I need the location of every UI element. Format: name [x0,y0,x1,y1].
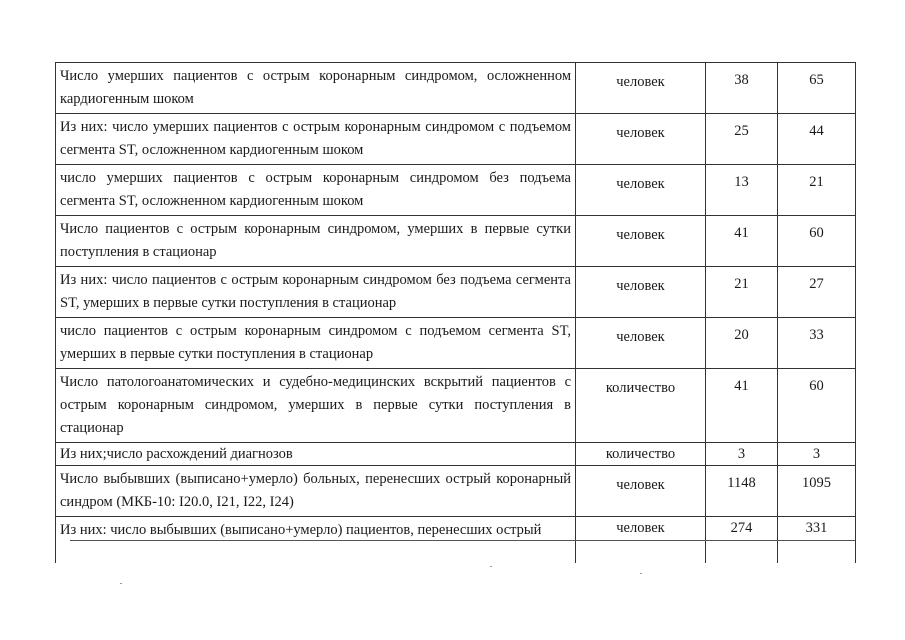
row-value-2: 21 [778,165,856,216]
row-unit: человек [576,517,706,564]
row-description: Из них;число расхождений диагнозов [56,443,576,466]
row-description: Из них: число выбывших (выписано+умерло) пациентов, перенесших острый [56,517,576,564]
row-value-2: 27 [778,267,856,318]
row-unit: человек [576,63,706,114]
row-value-2: 3 [778,443,856,466]
row-description: Число патологоанатомических и судебно-медицинских вскрытий пациентов с острым коронарным синдромом, умерших в первые сутки поступления в стационар [56,369,576,443]
scan-speck [640,573,642,574]
scan-speck [120,583,122,584]
table-row [56,216,856,267]
row-description: Из них: число умерших пациентов с острым коронарным синдромом с подъемом сегмента ST, осложненном кардиогенным шоком [56,114,576,165]
table-row [56,466,856,517]
row-unit: человек [576,267,706,318]
row-value-1: 41 [706,369,778,443]
row-value-2: 60 [778,369,856,443]
table-row [56,114,856,165]
row-value-2: 331 [778,517,856,564]
row-unit: количество [576,369,706,443]
row-description: Из них: число пациентов с острым коронарным синдромом без подъема сегмента ST, умерших в первые сутки поступления в стационар [56,267,576,318]
row-value-2: 33 [778,318,856,369]
row-value-2: 44 [778,114,856,165]
row-value-1: 13 [706,165,778,216]
row-description: число пациентов с острым коронарным синдромом с подъемом сегмента ST, умерших в первые сутки поступления в стационар [56,318,576,369]
row-description: число умерших пациентов с острым коронарным синдромом без подъема сегмента ST, осложненном кардиогенным шоком [56,165,576,216]
row-value-1: 41 [706,216,778,267]
row-value-2: 1095 [778,466,856,517]
row-unit: человек [576,466,706,517]
table-row [56,165,856,216]
row-unit: человек [576,165,706,216]
row-value-1: 274 [706,517,778,564]
table-row [56,443,856,466]
row-value-1: 25 [706,114,778,165]
table-row [56,369,856,443]
table-row [56,318,856,369]
row-value-1: 38 [706,63,778,114]
row-value-1: 1148 [706,466,778,517]
row-value-1: 20 [706,318,778,369]
row-value-2: 60 [778,216,856,267]
table-row [56,63,856,114]
row-description: Число выбывших (выписано+умерло) больных, перенесших острый коронарный синдром (МКБ-10: I20.0, I21, I22, I24) [56,466,576,517]
row-unit: человек [576,318,706,369]
table-bottom-rule [70,540,855,541]
row-unit: человек [576,114,706,165]
statistics-table [55,62,856,563]
row-value-1: 21 [706,267,778,318]
row-value-1: 3 [706,443,778,466]
scan-speck [490,566,492,567]
row-value-2: 65 [778,63,856,114]
row-unit: количество [576,443,706,466]
row-description: Число умерших пациентов с острым коронарным синдромом, осложненном кардиогенным шоком [56,63,576,114]
row-unit: человек [576,216,706,267]
table-row [56,267,856,318]
row-description: Число пациентов с острым коронарным синдромом, умерших в первые сутки поступления в стационар [56,216,576,267]
